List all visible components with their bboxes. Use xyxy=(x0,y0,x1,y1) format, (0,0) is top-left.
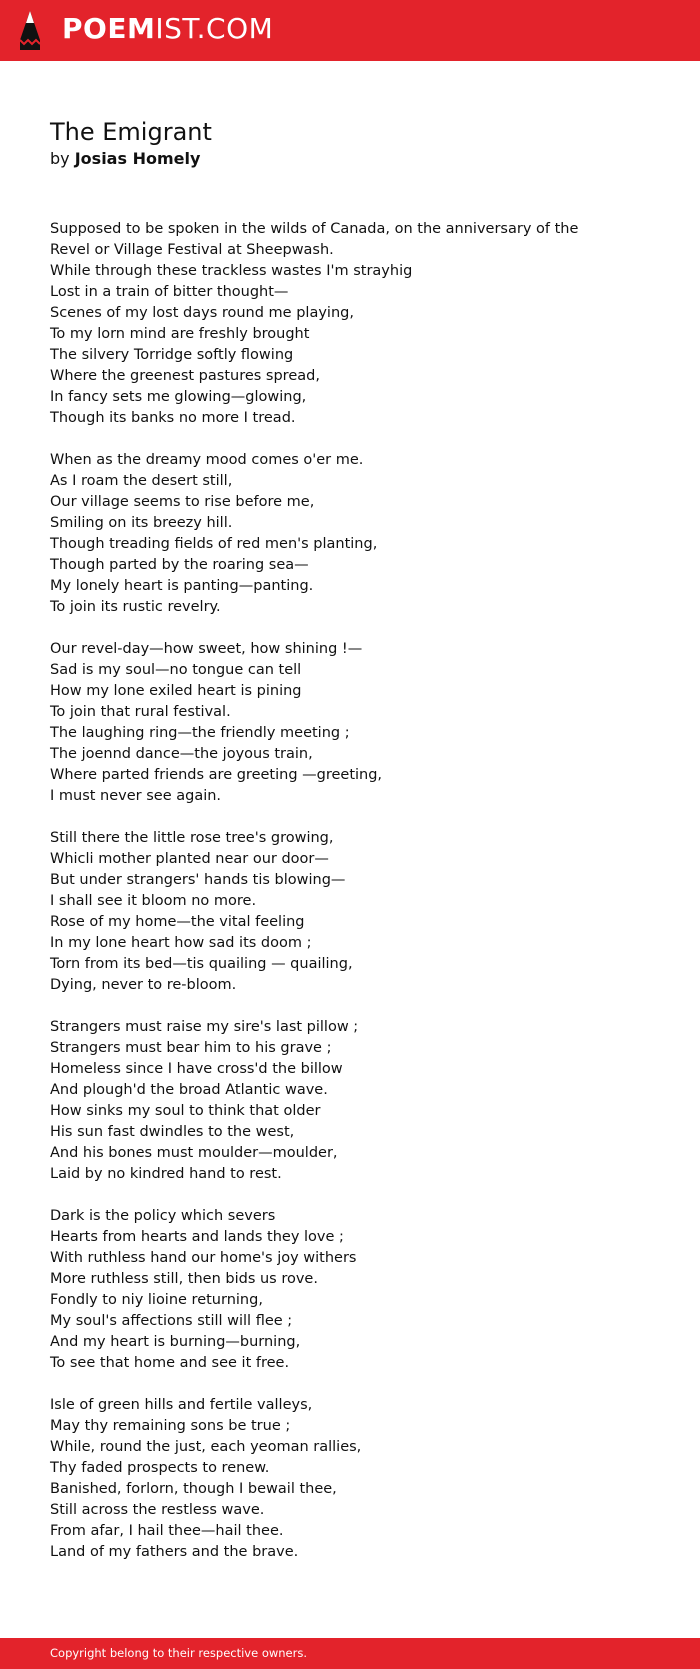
poem-line: While, round the just, each yeoman rallies, xyxy=(50,1439,362,1455)
poem-line: Revel or Village Festival at Sheepwash. xyxy=(50,242,334,258)
poem-line: Still across the restless wave. xyxy=(50,1502,265,1518)
poem-line: And my heart is burning—burning, xyxy=(50,1334,301,1350)
pencil-tip-icon xyxy=(17,10,43,52)
poem-line: Scenes of my lost days round me playing, xyxy=(50,305,354,321)
poem-line: My lonely heart is panting—panting. xyxy=(50,578,314,594)
poem-body xyxy=(50,219,660,1563)
poem-line: Where the greenest pastures spread, xyxy=(50,368,320,384)
poem-line: Lost in a train of bitter thought— xyxy=(50,284,289,300)
poem-line: In fancy sets me glowing—glowing, xyxy=(50,389,307,405)
poem-line: And his bones must moulder—moulder, xyxy=(50,1145,338,1161)
poem-stanza xyxy=(50,1395,660,1563)
byline xyxy=(50,148,200,170)
poem-line: Strangers must raise my sire's last pillow ; xyxy=(50,1019,359,1035)
poem-line: Dark is the policy which severs xyxy=(50,1208,276,1224)
poem-line: Hearts from hearts and lands they love ; xyxy=(50,1229,344,1245)
poem-stanza xyxy=(50,828,660,996)
poem-line: To see that home and see it free. xyxy=(50,1355,290,1371)
poem-line: The silvery Torridge softly flowing xyxy=(50,347,294,363)
poem-line: Our village seems to rise before me, xyxy=(50,494,315,510)
poem-line: The joennd dance—the joyous train, xyxy=(50,746,313,762)
poem-line: Homeless since I have cross'd the billow xyxy=(50,1061,343,1077)
poem-line: Banished, forlorn, though I bewail thee, xyxy=(50,1481,337,1497)
poem-line: Dying, never to re-bloom. xyxy=(50,977,237,993)
poem-stanza xyxy=(50,639,660,807)
poem-line: To join that rural festival. xyxy=(50,704,231,720)
poem-line: The laughing ring—the friendly meeting ; xyxy=(50,725,350,741)
poem-line: Strangers must bear him to his grave ; xyxy=(50,1040,332,1056)
poem-line: With ruthless hand our home's joy withers xyxy=(50,1250,357,1266)
site-footer xyxy=(0,1638,700,1669)
poem-line: In my lone heart how sad its doom ; xyxy=(50,935,312,951)
poem-line: Supposed to be spoken in the wilds of Canada, on the anniversary of the xyxy=(50,221,579,237)
poem-line: Thy faded prospects to renew. xyxy=(50,1460,270,1476)
poem-line: When as the dreamy mood comes o'er me. xyxy=(50,452,364,468)
poem-stanza xyxy=(50,219,660,429)
poem-line: Our revel-day—how sweet, how shining !— xyxy=(50,641,363,657)
poem-line: Sad is my soul—no tongue can tell xyxy=(50,662,302,678)
poem-title: The Emigrant xyxy=(50,118,212,146)
poem-line: To join its rustic revelry. xyxy=(50,599,221,615)
poem-line: His sun fast dwindles to the west, xyxy=(50,1124,295,1140)
poem-line: Isle of green hills and fertile valleys, xyxy=(50,1397,313,1413)
poem-line: Laid by no kindred hand to rest. xyxy=(50,1166,282,1182)
poem-line: From afar, I hail thee—hail thee. xyxy=(50,1523,284,1539)
poem-line: How sinks my soul to think that older xyxy=(50,1103,321,1119)
poem-line: May thy remaining sons be true ; xyxy=(50,1418,291,1434)
poem-line: Smiling on its breezy hill. xyxy=(50,515,233,531)
poem-line: Still there the little rose tree's growing, xyxy=(50,830,334,846)
poem-line: But under strangers' hands tis blowing— xyxy=(50,872,346,888)
poem-line: I must never see again. xyxy=(50,788,222,804)
poem-line: How my lone exiled heart is pining xyxy=(50,683,302,699)
poem-line: While through these trackless wastes I'm strayhig xyxy=(50,263,413,279)
copyright-text: Copyright belong to their respective owners. xyxy=(50,1646,308,1660)
poem-line: As I roam the desert still, xyxy=(50,473,233,489)
poem-line: Though treading fields of red men's planting, xyxy=(50,536,378,552)
poem-line: Rose of my home—the vital feeling xyxy=(50,914,305,930)
poem-line: Whicli mother planted near our door— xyxy=(50,851,329,867)
poem-line: I shall see it bloom no more. xyxy=(50,893,257,909)
author-name[interactable]: Josias Homely xyxy=(74,149,201,168)
poem-line: Fondly to niy lioine returning, xyxy=(50,1292,263,1308)
poem-line: Though its banks no more I tread. xyxy=(50,410,296,426)
brand-wordmark xyxy=(62,11,273,47)
site-header xyxy=(0,0,700,61)
poem-line: Where parted friends are greeting —greeting, xyxy=(50,767,383,783)
poem-stanza xyxy=(50,450,660,618)
poem-line: More ruthless still, then bids us rove. xyxy=(50,1271,318,1287)
by-label: by xyxy=(50,149,70,168)
poem-line: And plough'd the broad Atlantic wave. xyxy=(50,1082,328,1098)
poem-line: To my lorn mind are freshly brought xyxy=(50,326,310,342)
poem-stanza xyxy=(50,1206,660,1374)
poem-line: My soul's affections still will flee ; xyxy=(50,1313,293,1329)
poem-line: Torn from its bed—tis quailing — quailing, xyxy=(50,956,353,972)
poem-line: Land of my fathers and the brave. xyxy=(50,1544,299,1560)
brand-light: IST.COM xyxy=(155,12,274,45)
poem-line: Though parted by the roaring sea— xyxy=(50,557,309,573)
brand-bold: POEM xyxy=(62,12,156,45)
poem-stanza xyxy=(50,1017,660,1185)
